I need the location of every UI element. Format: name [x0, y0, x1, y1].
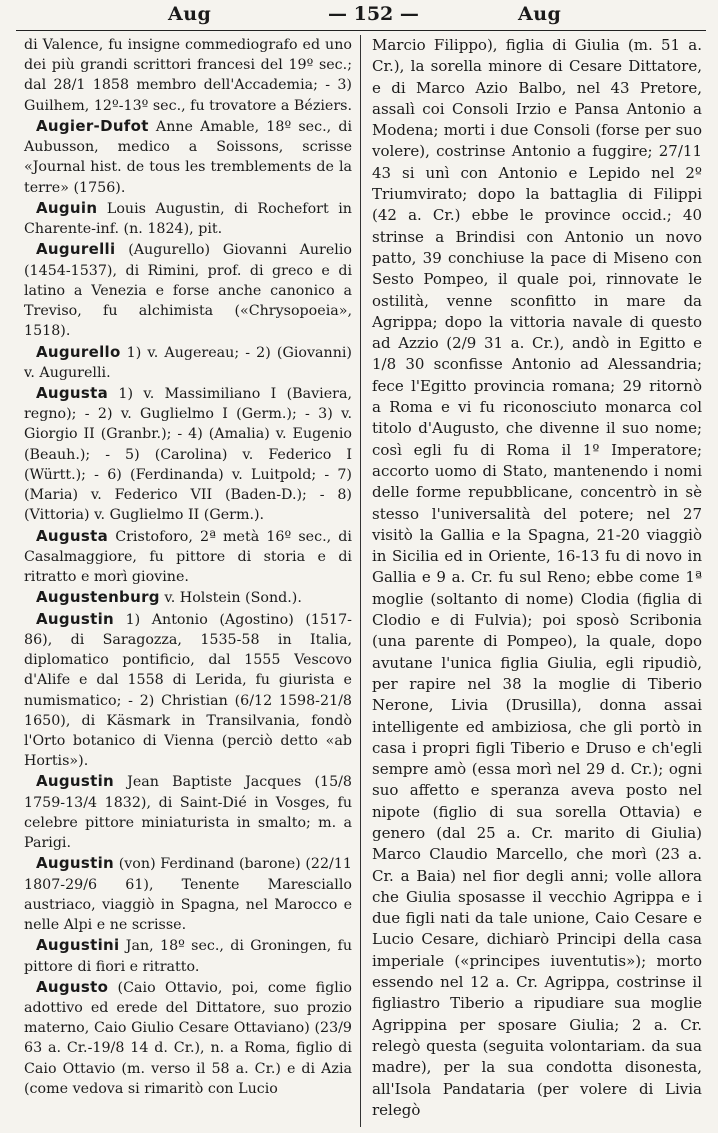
entry-text: 1) Antonio (Agostino) (1517-86), di Saragozza, 1535-58 in Italia, diplomatico pontificio, dal 1555 Vescovo d'Alife e dal 1558 di Lerida, fu giurista e numismatico; - 2) Christian (6/12 1598-21/8 1650), di Käsmark in Transilvania, fondò l'Orto botanico di Vienna (perciò detto «ab Hortis»).: [24, 611, 352, 770]
dictionary-entry: [24, 342, 352, 383]
dictionary-entry: [24, 935, 352, 976]
entry-headword: Auguin: [36, 198, 98, 217]
dictionary-entry: [24, 771, 352, 853]
right-column: [372, 35, 702, 1121]
dictionary-entry: [24, 198, 352, 239]
dictionary-entry: [24, 116, 352, 198]
entry-headword: Augustini: [36, 936, 120, 955]
dictionary-entry: [24, 239, 352, 341]
entry-text: Jan, 18º sec., di Groningen, fu pittore di fiori e ritratto.: [24, 938, 352, 975]
dictionary-entry: [24, 587, 352, 608]
entry-headword: Augustin: [36, 609, 115, 628]
entry-headword: Augusto: [36, 977, 109, 996]
header-rule: [16, 30, 706, 31]
page-number: — 152 —: [328, 3, 419, 25]
entry-text: (von) Ferdinand (barone) (22/11 1807-29/6 61), Tenente Maresciallo austriaco, viaggiò in Spagna, nel Marocco e nelle Alpi e ne scrisse.: [24, 856, 352, 934]
entry-headword: Augurelli: [36, 240, 116, 259]
entry-text: Louis Augustin, di Rochefort in Charente-inf. (n. 1824), pit.: [24, 200, 352, 238]
entry-headword: Augustin: [36, 854, 115, 873]
entry-text: 1) v. Augereau; - 2) (Giovanni) v. Augurelli.: [24, 344, 352, 381]
entry-headword: Augustin: [36, 772, 115, 791]
entry-text: (Caio Ottavio, poi, come figlio adottivo ed erede del Dittatore, suo prozio materno, Caio Giulio Cesare Ottaviano) (23/9 63 a. Cr.-19/8 14 d. Cr.), n. a Roma, figlio di Caio Ottavio (m. verso il 58 a. Cr.) e di Azia (come vedova si rimaritò con Lucio: [24, 979, 352, 1097]
entry-headword: Augier-Dufot: [36, 116, 149, 135]
entry-text: Jean Baptiste Jacques (15/8 1759-13/4 1832), di Saint-Dié in Vosges, fu celebre pittore miniaturista in smalto; m. a Parigi.: [24, 774, 352, 852]
page-header: [0, 0, 718, 30]
dictionary-entry: [24, 383, 352, 526]
entry-text: Cristoforo, 2ª metà 16º sec., di Casalmaggiore, fu pittore di storia e di ritratto e morì giovine.: [24, 528, 352, 586]
entry-text: v. Holstein (Sond.).: [159, 590, 302, 607]
continued-entry-text: di Valence, fu insigne commediografo ed uno dei più grandi scrittori francesi del 19º sec.; dal 28/1 1858 membro dell'Accademia; - 3) Guilhem, 12º-13º sec., fu trovatore a Béziers.: [24, 37, 352, 114]
header-left-guide-word: Aug: [168, 3, 212, 25]
entry-headword: Augurello: [36, 342, 121, 361]
entry-text: 1) v. Massimiliano I (Baviera, regno); - 2) v. Guglielmo I (Germ.); - 3) v. Giorgio II (Granbr.); - 4) (Amalia) v. Eugenio (Beauh.); - 5) (Carolina) v. Federico I (Württ.); - 6) (Ferdinanda) v. Luitpold; - 7) (Maria) v. Federico VII (Baden-D.); - 8) (Vittoria) v. Guglielmo II (Germ.).: [24, 385, 352, 524]
entry-text: (Augurello) Giovanni Aurelio (1454-1537), di Rimini, prof. di greco e di latino a Venezia e forse anche canonico a Treviso, fu alchimista («Chrysopoeia», 1518).: [24, 242, 352, 340]
header-right-guide-word: Aug: [518, 3, 562, 25]
entry-text: Anne Amable, 18º sec., di Aubusson, medico a Soissons, scrisse «Journal hist. de tous les tremblements de la terre» (1756).: [24, 118, 352, 196]
dictionary-entry: [24, 977, 352, 1099]
continued-entry-text: Marcio Filippo), figlia di Giulia (m. 51 a. Cr.), la sorella minore di Cesare Dittatore, e di Marco Azio Balbo, nel 43 Pretore, assalì coi Consoli Irzio e Pansa Antonio a Modena; morti i due Consoli (forse per suo volere), costrinse Antonio a fuggire; 27/11 43 si unì con Antonio e Lepido nel 2º Triumvirato; dopo la battaglia di Filippi (42 a. Cr.) ebbe le province occid.; 40 strinse a Brindisi con Antonio un novo patto, 39 conchiuse la pace di Miseno con Sesto Pompeo, il quale poi, rinnovate le ostilità, venne sconfitto in mare da Agrippa; dopo la vittoria navale di questo ad Azzio (2/9 31 a. Cr.), andò in Egitto e 1/8 30 sconfisse Antonio ad Alessandria; fece l'Egitto provincia romana; 29 ritornò a Roma e vi fu riconosciuto monarca col titolo d'Augusto, che divenne il suo nome; così egli fu di Roma il 1º Imperatore; accorto uomo di Stato, mantenendo i nomi delle forme repubblicane, concentrò in sè stesso l'universalità del potere; nel 27 visitò la Gallia e la Spagna, 21-20 viaggiò in Sicilia ed in Oriente, 16-13 fu di novo in Gallia e 9 a. Cr. fu sul Reno; ebbe come 1ª moglie (soltanto di nome) Clodia (figlia di Clodio e di Fulvia); poi sposò Scribonia (una parente di Pompeo), la quale, dopo avutane l'unica figlia Giulia, egli ripudiò, per rapire nel 38 la moglie di Tiberio Nerone, Livia (Drusilla), donna assai intelligente ed ambiziosa, che gli portò in casa i propri figli Tiberio e Druso e ch'egli sempre amò (essa morì nel 29 d. Cr.); ogni suo affetto e speranza aveva posto nel nipote (figlio di sua sorella Ottavia) e genero (dal 25 a. Cr. marito di Giulia) Marco Claudio Marcello, che morì (23 a. Cr. a Baia) nel fior degli anni; volle allora che Giulia sposasse il vecchio Agrippa e i due figli nati da tale unione, Caio Cesare e Lucio Cesare, dichiarò Principi della casa imperiale («principes iuventutis»); morto essendo nel 12 a. Cr. Agrippa, costrinse il figliastro Tiberio a ripudiare sua moglie Agrippina per sposare Giulia; 2 a. Cr. relegò questa (seguita volontariam. da sua madre), per la sua condotta disonesta, all'Isola Pandataria (per volere di Livia relegò: [372, 36, 702, 1119]
left-column: [24, 35, 352, 1099]
entry-headword: Augusta: [36, 526, 109, 545]
column-divider: [360, 35, 361, 1127]
entry-headword: Augustenburg: [36, 588, 160, 607]
dictionary-entry: [24, 609, 352, 772]
dictionary-entry: [24, 853, 352, 935]
dictionary-entry: [24, 526, 352, 588]
entry-headword: Augusta: [36, 383, 109, 402]
